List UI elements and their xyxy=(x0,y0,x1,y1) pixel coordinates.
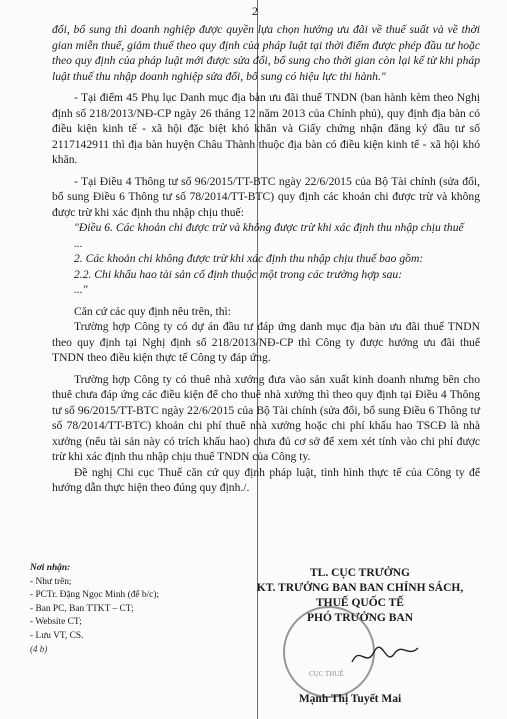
signer-name: Mạnh Thị Tuyết Mai xyxy=(298,693,402,705)
signature-line-4: PHÓ TRƯỞNG BAN xyxy=(306,612,414,624)
recipient-item: - Website CT; xyxy=(30,617,82,627)
quote-ellipsis-1: ... xyxy=(74,236,83,250)
quote-item-2-2: 2.2. Chi khấu hao tài sản cố định thuộc một trong các trường hợp sau: xyxy=(74,267,403,281)
paragraph-2: - Tại điểm 45 Phụ lục Danh mục địa bàn ưu đãi thuế TNDN (ban hành kèm theo Nghị định số 218/2013/NĐ-CP ngày 26 tháng 12 năm 2013 của Chính phủ), quy định địa bàn có điều kiện kinh tế - xã hội đặc biệt khó khăn và Giấy chứng nhận đăng ký đầu tư số 2117142911 thì địa bàn huyện Châu Thành thuộc địa bàn có điều kiện kinh tế - xã hội khó khăn. xyxy=(52,91,480,166)
page-number: 2 xyxy=(252,4,258,18)
quote-heading: "Điều 6. Các khoản chi được trừ và không được trừ khi xác định thu nhập chịu thuế xyxy=(74,221,464,234)
signature-line-1: TL. CỤC TRƯỞNG xyxy=(310,567,410,579)
recipients-title: Nơi nhận: xyxy=(30,563,71,573)
signature-line-3: THUẾ QUỐC TẾ xyxy=(316,597,404,609)
paragraph-case-2: Trường hợp Công ty có thuê nhà xưởng đưa vào sản xuất kinh doanh nhưng bên cho thuê chưa đáp ứng các điều kiện để cho thuê nhà xưởng thì theo quy định tại Điều 4 Thông tư số 96/2015/TT-BTC ngày 22/6/2015 của Bộ Tài chính (sửa đổi, bổ sung Điều 6 Thông tư số 78/2014/TT-BTC) khoản chi phí thuê nhà xưởng hoặc chi phí khấu hao TSCĐ là nhà xưởng (nếu tài sản này có trích khấu hao) chưa đủ cơ sở để xem xét tính vào chi phí được trừ khi xác định thu nhập chịu thuế TNDN của Công ty. xyxy=(52,372,480,463)
quote-ellipsis-2: ..." xyxy=(74,283,88,296)
signature-block xyxy=(230,566,490,626)
paragraph-basis: Căn cứ các quy định nêu trên, thì: xyxy=(74,304,231,318)
paragraph-3: - Tại Điều 4 Thông tư số 96/2015/TT-BTC ngày 22/6/2015 của Bộ Tài chính (sửa đổi, bổ sung Điều 6 Thông tư số 78/2014/TT-BTC) quy định các khoản chi được trừ và không được trừ khi xác định thu nhập chịu thuế: xyxy=(52,174,480,219)
quote-item-2: 2. Các khoản chi không được trừ khi xác định thu nhập chịu thuế bao gồm: xyxy=(74,252,424,265)
recipient-item: - Lưu VT, CS. xyxy=(30,630,84,641)
recipient-item: - PCTr. Đặng Ngọc Minh (để b/c); xyxy=(30,590,160,600)
paragraph-request: Đề nghị Chi cục Thuế căn cứ quy định pháp luật, tình hình thực tế của Công ty để hướng dẫn thực hiện theo đúng quy định./. xyxy=(52,465,480,494)
stamp-text: CỤC THUẾ xyxy=(309,670,344,678)
document-body xyxy=(52,22,480,496)
paragraph-case-1: Trường hợp Công ty có dự án đầu tư đáp ứng danh mục địa bàn ưu đãi thuế TNDN theo quy định tại Nghị định số 218/2013/NĐ-CP thì Công ty được hưởng ưu đãi thuế TNDN theo điều kiện thực tế Công ty đáp ứng. xyxy=(52,320,480,364)
recipients-block xyxy=(30,562,240,657)
handwritten-signature-icon xyxy=(350,640,420,670)
paragraph-1: đổi, bổ sung thì doanh nghiệp được quyền lựa chọn hưởng ưu đãi về thuế suất và về thời gian miễn thuế, giảm thuế theo quy định của pháp luật tại thời điểm được phép đầu tư hoặc theo quy định của pháp luật mới được sửa đổi, bổ sung cho thời gian còn lại kể từ khi pháp luật thuế thu nhập doanh nghiệp sửa đổi, bổ sung có hiệu lực thi hành." xyxy=(52,23,480,83)
recipient-item: - Ban PC, Ban TTKT – CT; xyxy=(30,603,134,614)
handwritten-note: (4 b) xyxy=(30,644,48,654)
recipient-item: - Như trên; xyxy=(30,576,72,587)
signature-line-2: KT. TRƯỞNG BAN BAN CHÍNH SÁCH, xyxy=(256,582,464,594)
